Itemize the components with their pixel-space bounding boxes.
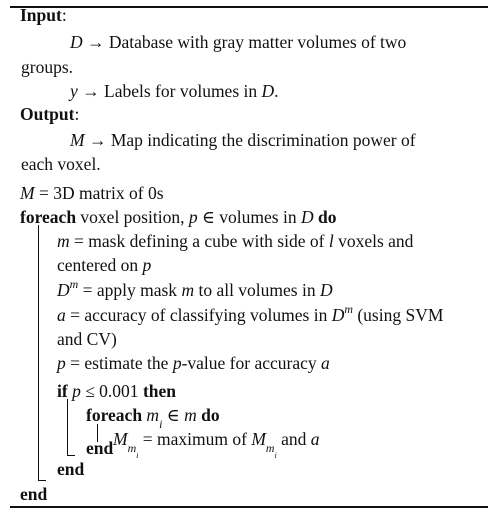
output-heading: Output: [20, 104, 80, 124]
init-line: M = 3D matrix of 0s [20, 183, 164, 203]
if-block-foot [67, 455, 75, 456]
input-d-line-cont: groups. [21, 57, 74, 77]
pvalue-line: p = estimate the p-value for accuracy a [57, 353, 330, 373]
accuracy-line-cont: and CV) [57, 329, 117, 349]
mask-line: m = mask defining a cube with side of l voxels and [57, 231, 414, 251]
outer-block-bar [38, 225, 39, 480]
end-inner-foreach: end [86, 438, 114, 458]
max-line: $M_{m_i}$ = maximum of $M_{m_i}$ and a [113, 429, 320, 460]
input-heading: Input: [20, 5, 67, 25]
top-rule [10, 6, 488, 8]
outer-block-foot [38, 480, 46, 481]
mask-line-cont: centered on p [57, 255, 152, 275]
accuracy-line: a = accuracy of classifying volumes in $D^m$ (using SVM [57, 301, 444, 325]
foreach-outer-line: foreach voxel position, p ∈ volumes in D do [20, 207, 337, 227]
output-m-line: M → Map indicating the discrimination power of [70, 130, 416, 150]
if-block-bar [67, 399, 68, 455]
end-if: end [57, 459, 85, 479]
end-outer-foreach: end [20, 484, 48, 504]
output-m-line-cont: each voxel. [21, 154, 101, 174]
input-y-line: y → Labels for volumes in D. [70, 81, 279, 101]
input-d-line: D → Database with gray matter volumes of two [70, 32, 407, 52]
dm-line: $D^m$ = apply mask m to all volumes in D [57, 276, 333, 300]
bottom-rule [10, 506, 488, 508]
foreach-inner-line: foreach $m_i$ ∈ m do [86, 405, 220, 432]
if-line: if p ≤ 0.001 then [57, 381, 176, 401]
